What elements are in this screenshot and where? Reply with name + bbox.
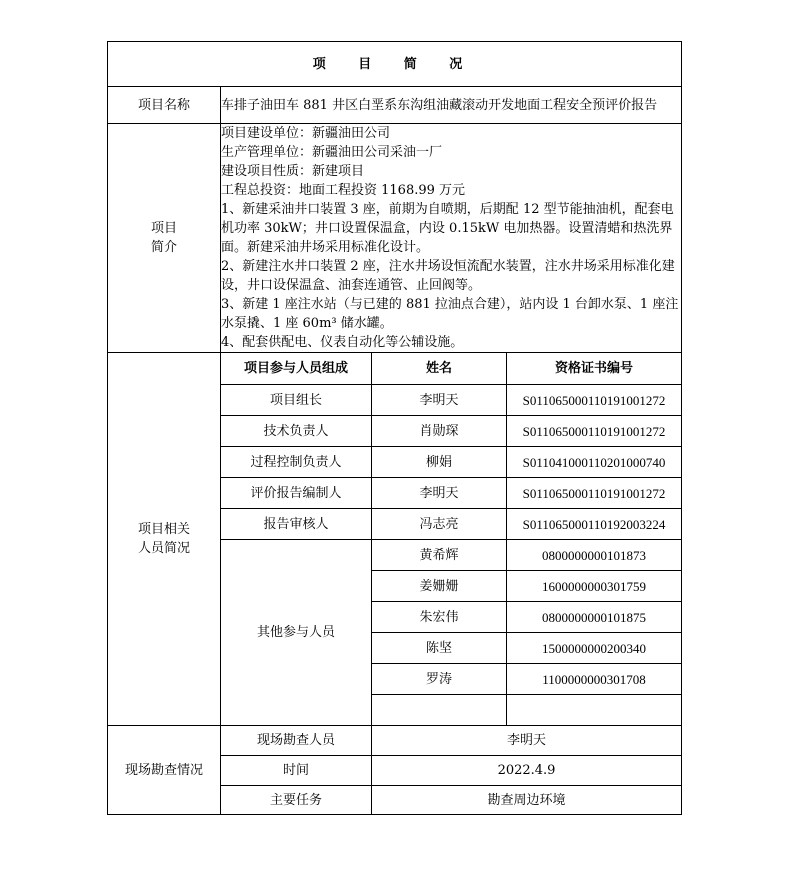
personnel-label-line2: 人员简况 [137,541,190,556]
intro-label-line2: 简介 [150,240,177,255]
survey-row-label: 主要任务 [221,786,372,815]
intro-line: 工程总投资：地面工程投资 1168.99 万元 [221,183,466,198]
member-cert: S011065000110191001272 [507,416,682,447]
intro-line: 项目建设单位：新疆油田公司 [221,126,391,141]
project-name-value: 车排子油田车 881 井区白垩系东沟组油藏滚动开发地面工程安全预评价报告 [221,87,682,124]
survey-row-value: 李明天 [372,726,682,756]
intro-line: 3、新建 1 座注水站（与已建的 881 拉油点合建），站内设 1 台卸水泵、1 座注水泵撬、1 座 60m³ 储水罐。 [221,297,679,331]
survey-label: 现场勘查情况 [108,726,221,815]
other-name: 罗涛 [372,664,507,695]
table-title: 项 目 简 况 [108,42,682,87]
intro-line: 4、配套供配电、仪表自动化等公辅设施。 [221,335,464,350]
survey-row-value: 2022.4.9 [372,756,682,786]
intro-line: 生产管理单位：新疆油田公司采油一厂 [221,145,443,160]
personnel-label-line1: 项目相关 [137,522,190,537]
project-overview-table [107,41,682,815]
member-role: 技术负责人 [221,416,372,447]
header-cert: 资格证书编号 [507,353,682,385]
other-cert: 1500000000200340 [507,633,682,664]
other-name: 姜姗姗 [372,571,507,602]
other-name: 朱宏伟 [372,602,507,633]
member-name: 柳娟 [372,447,507,478]
survey-row-label: 现场勘查人员 [221,726,372,756]
other-cert: 1600000000301759 [507,571,682,602]
survey-row-label: 时间 [221,756,372,786]
member-role: 报告审核人 [221,509,372,540]
member-name: 冯志亮 [372,509,507,540]
member-role: 过程控制负责人 [221,447,372,478]
others-label: 其他参与人员 [221,540,372,726]
member-name: 肖勋琛 [372,416,507,447]
project-intro-label [108,124,221,353]
other-cert: 1100000000301708 [507,664,682,695]
other-cert: 0800000000101873 [507,540,682,571]
table-row [108,726,682,756]
other-name [372,695,507,726]
other-name: 陈坚 [372,633,507,664]
personnel-label [108,353,221,726]
project-name-label: 项目名称 [108,87,221,124]
survey-row-value: 勘查周边环境 [372,786,682,815]
intro-line: 2、新建注水井口装置 2 座，注水井场设恒流配水装置，注水井场采用标准化建设，井口设保温盒、油套连通管、止回阀等。 [221,259,675,293]
intro-line: 1、新建采油井口装置 3 座，前期为自喷期，后期配 12 型节能抽油机，配套电机功率 30kW；井口设置保温盒，内设 0.15kW 电加热器。设置清蜡和热洗界面。新建采油井场采用标准化设计。 [221,202,674,255]
member-cert: S011041000110201000740 [507,447,682,478]
other-cert [507,695,682,726]
intro-line: 建设项目性质：新建项目 [221,164,365,179]
intro-label-line1: 项目 [150,221,177,236]
header-name: 姓名 [372,353,507,385]
member-role: 项目组长 [221,385,372,416]
other-cert: 0800000000101875 [507,602,682,633]
member-name: 李明天 [372,478,507,509]
member-cert: S011065000110191001272 [507,478,682,509]
member-role: 评价报告编制人 [221,478,372,509]
project-intro-content [221,124,682,353]
member-name: 李明天 [372,385,507,416]
member-cert: S011065000110191001272 [507,385,682,416]
other-name: 黄希辉 [372,540,507,571]
member-cert: S011065000110192003224 [507,509,682,540]
header-role: 项目参与人员组成 [221,353,372,385]
